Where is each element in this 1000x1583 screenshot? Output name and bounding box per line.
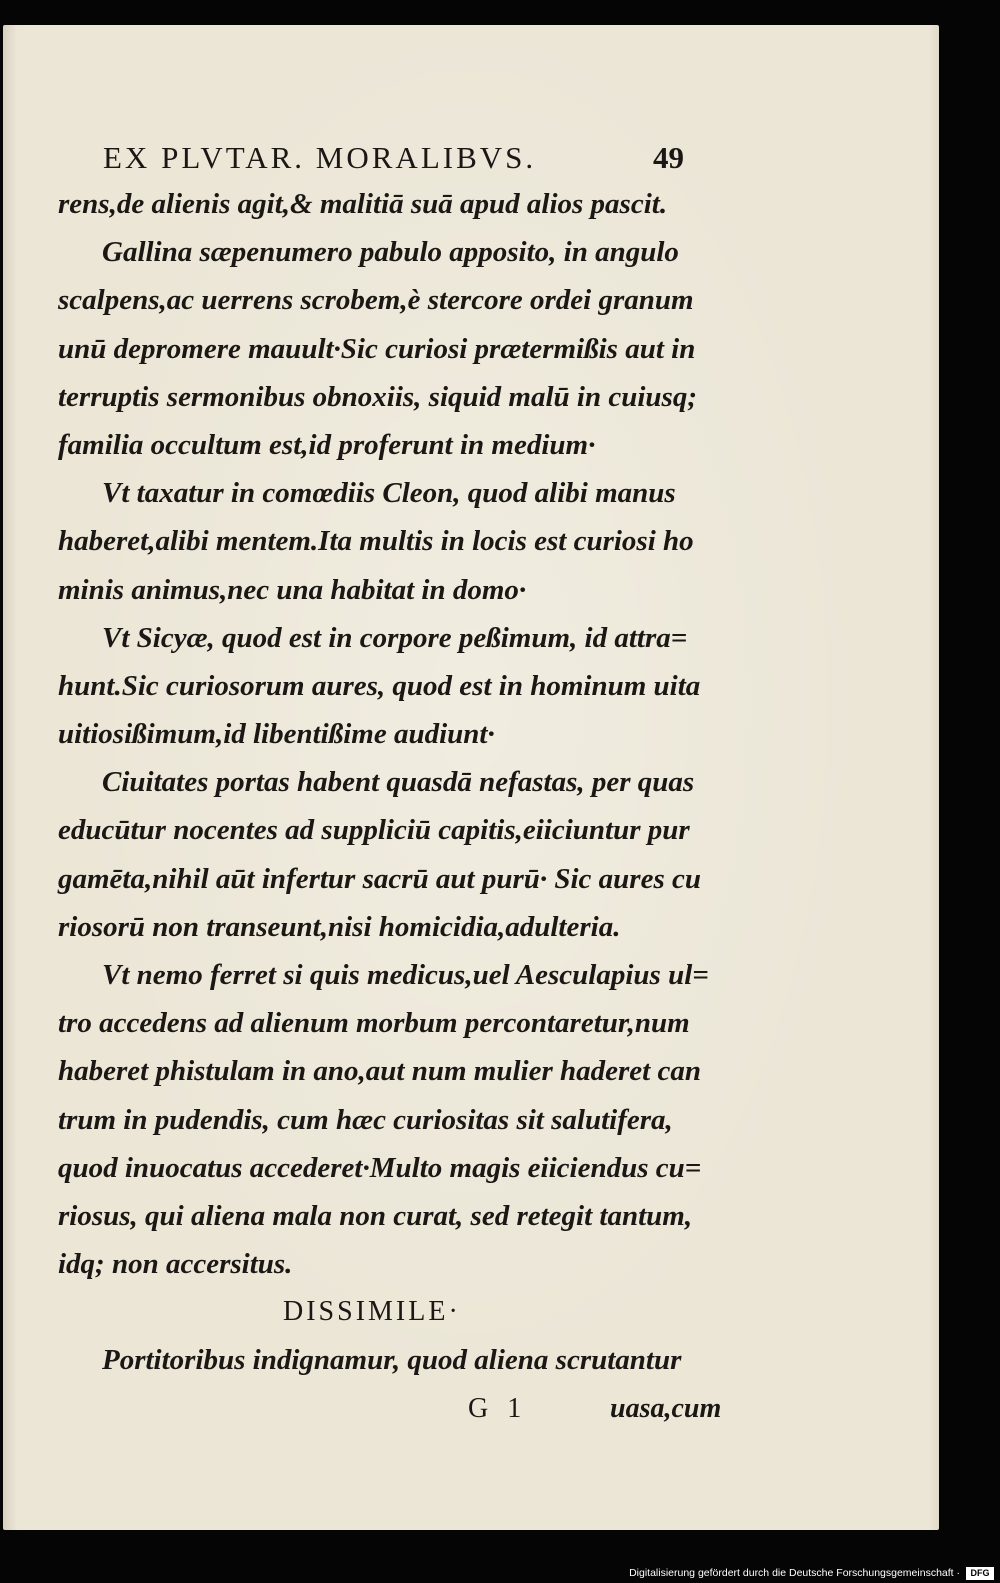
- text-line: unū depromere mauult·Sic curiosi prætermißis aut in: [58, 332, 696, 365]
- signature-mark: G 1: [468, 1392, 528, 1424]
- text-line: quod inuocatus accederet·Multo magis eiiciendus cu=: [58, 1151, 702, 1184]
- text-line: Vt Sicyæ, quod est in corpore peßimum, id attra=: [102, 621, 688, 654]
- page-text-block: [58, 130, 738, 1433]
- page-header: [58, 130, 738, 180]
- text-line: educūtur nocentes ad suppliciū capitis,eiiciuntur pur: [58, 814, 690, 847]
- book-page: [3, 25, 939, 1530]
- text-line: Ciuitates portas habent quasdā nefastas, per quas: [102, 766, 695, 799]
- text-line: minis animus,nec una habitat in domo·: [58, 573, 527, 606]
- text-line: riosorū non transeunt,nisi homicidia,adulteria.: [58, 910, 621, 943]
- text-line: Vt nemo ferret si quis medicus,uel Aesculapius ul=: [102, 959, 709, 991]
- text-line: riosus, qui aliena mala non curat, sed retegit tantum,: [58, 1199, 693, 1232]
- text-line: familia occultum est,id proferunt in medium·: [58, 428, 596, 461]
- text-line: terruptis sermonibus obnoxiis, siquid malū in cuiusq;: [58, 380, 697, 413]
- text-line: trum in pudendis, cum hæc curiositas sit salutifera,: [58, 1103, 673, 1136]
- catchword: uasa,cum: [610, 1392, 722, 1424]
- text-line: rens,de alienis agit,& malitiā suā apud alios pascit.: [58, 188, 668, 220]
- text-line: Gallina sæpenumero pabulo apposito, in angulo: [102, 236, 679, 269]
- text-line: haberet,alibi mentem.Ita multis in locis est curiosi ho: [58, 525, 694, 558]
- text-line: uitiosißimum,id libentißime audiunt·: [58, 718, 495, 751]
- text-line: gamēta,nihil aūt infertur sacrū aut purū· Sic aures cu: [58, 862, 701, 895]
- text-line: haberet phistulam in ano,aut num mulier haderet can: [58, 1055, 701, 1088]
- text-line: tro accedens ad alienum morbum percontaretur,num: [58, 1007, 690, 1040]
- text-line: idq; non accersitus.: [58, 1248, 293, 1281]
- section-heading: DISSIMILE·: [283, 1296, 461, 1328]
- text-line: scalpens,ac uerrens scrobem,è stercore ordei granum: [58, 284, 694, 317]
- page-number: 49: [653, 140, 684, 175]
- text-line: hunt.Sic curiosorum aures, quod est in hominum uita: [58, 669, 701, 702]
- text-line: Portitoribus indignamur, quod aliena scrutantur: [102, 1344, 682, 1377]
- text-line: Vt taxatur in comœdiis Cleon, quod alibi manus: [102, 477, 676, 510]
- dfg-logo: DFG: [966, 1567, 994, 1580]
- running-head: EX PLVTAR. MORALIBVS.: [103, 140, 537, 175]
- page-footer-marks: [58, 1385, 738, 1433]
- funding-credit: Digitalisierung gefördert durch die Deutsche Forschungsgemeinschaft ·: [629, 1567, 960, 1579]
